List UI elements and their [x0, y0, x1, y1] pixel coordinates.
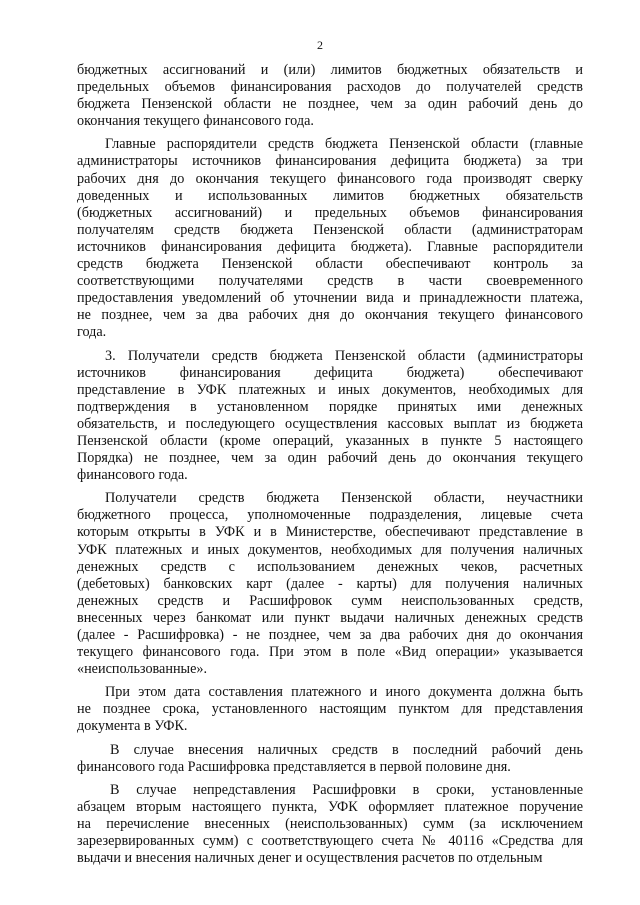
text-line: окончания текущего финансового года.: [77, 113, 314, 130]
paragraph: [77, 684, 583, 735]
text-line: УФК платежных и иных документов, необходимых для получения наличных: [77, 541, 583, 558]
page-number: 2: [317, 38, 323, 52]
text-line: финансового года Расшифровка представляется в первой половине дня.: [77, 758, 511, 775]
paragraph: [77, 782, 583, 867]
text-line: 3. Получатели средств бюджета Пензенской области (администраторы: [105, 347, 583, 364]
text-line: обязательств, и последующего осуществления кассовых выплат из бюджета: [77, 415, 583, 432]
text-line: В случае внесения наличных средств в последний рабочий день: [110, 741, 583, 758]
text-line: (дебетовых) банковских карт (далее - карты) для получения наличных: [77, 575, 583, 592]
paragraph: [77, 742, 583, 776]
text-line: (далее - Расшифровка) - не позднее, чем за два рабочих дня до окончания: [77, 627, 583, 643]
text-line: подтверждения в установленном порядке принятых ими денежных: [77, 398, 583, 415]
text-line: внесенных через банкомат или пункт выдачи наличных денежных средств: [77, 609, 583, 626]
text-line: на перечисление внесенных (неиспользованных) сумм (за исключением: [77, 815, 583, 832]
text-line: Пензенской области (кроме операций, указанных в пункте 5 настоящего: [77, 432, 583, 449]
paragraph: [77, 136, 583, 341]
text-line: бюджета Пензенской области не позднее, чем за один рабочий день до: [77, 96, 583, 113]
text-line: источников финансирования дефицита бюджета) обеспечивают: [77, 364, 583, 381]
text-line: не позднее срока, установленного настоящим пунктом для представления: [77, 701, 583, 718]
text-line: предельных объемов финансирования расходов до получателей средств: [77, 79, 583, 96]
text-line: текущего финансового года. При этом в поле «Вид операции» указывается: [77, 644, 583, 661]
text-line: средств бюджета Пензенской области обеспечивают контроль за: [77, 256, 583, 273]
text-line: (бюджетных ассигнований) и предельных объемов финансирования: [77, 204, 583, 221]
text-line: бюджетных ассигнований и (или) лимитов бюджетных обязательств и: [77, 62, 583, 78]
paragraph: [77, 62, 583, 130]
text-line: Главные распорядители средств бюджета Пензенской области (главные: [105, 136, 583, 153]
text-line: получателям средств бюджета Пензенской области (администраторам: [77, 221, 583, 238]
paragraph: [77, 490, 583, 678]
text-line: «неиспользованные».: [77, 661, 208, 678]
document-body: [77, 62, 583, 867]
text-line: денежных средств и Расшифровок сумм неиспользованных средств,: [77, 592, 583, 609]
text-line: рабочих дня до окончания текущего финансового года производят сверку: [77, 170, 583, 187]
text-line: администраторы источников финансирования дефицита бюджета) за три: [77, 153, 583, 170]
text-line: источников финансирования дефицита бюджета). Главные распорядители: [77, 238, 583, 255]
text-line: абзацем вторым настоящего пункта, УФК оформляет платежное поручение: [77, 798, 583, 815]
text-line: которым открыты в УФК и в Министерстве, обеспечивают представление в: [77, 524, 583, 541]
text-line: предоставления уведомлений об уточнении вида и принадлежности платежа,: [77, 290, 583, 307]
paragraph: [77, 348, 583, 485]
text-line: При этом дата составления платежного и иного документа должна быть: [105, 684, 583, 701]
text-line: документа в УФК.: [77, 718, 188, 735]
text-line: года.: [77, 324, 107, 341]
text-line: бюджетного процесса, уполномоченные подразделения, лицевые счета: [77, 507, 583, 524]
text-line: денежных средств с использованием денежных чеков, расчетных: [77, 558, 583, 575]
text-line: финансового года.: [77, 467, 188, 484]
text-line: В случае непредставления Расшифровки в сроки, установленные: [110, 781, 583, 798]
text-line: представление в УФК платежных и иных документов, необходимых для: [77, 381, 583, 398]
text-line: не позднее, чем за два рабочих дня до окончания текущего финансового: [77, 307, 583, 324]
text-line: доведенных и использованных лимитов бюджетных обязательств: [77, 187, 583, 204]
text-line: Порядка) не позднее, чем за один рабочий день до окончания текущего: [77, 450, 583, 467]
text-line: соответствующими получателями средств в части своевременного: [77, 273, 583, 290]
text-line: Получатели средств бюджета Пензенской области, неучастники: [105, 490, 583, 507]
text-line: зарезервированных сумм) с соответствующего счета № 40116 «Средства для: [77, 833, 583, 850]
text-line: выдачи и внесения наличных денег и осуществления расчетов по отдельным: [77, 850, 543, 867]
